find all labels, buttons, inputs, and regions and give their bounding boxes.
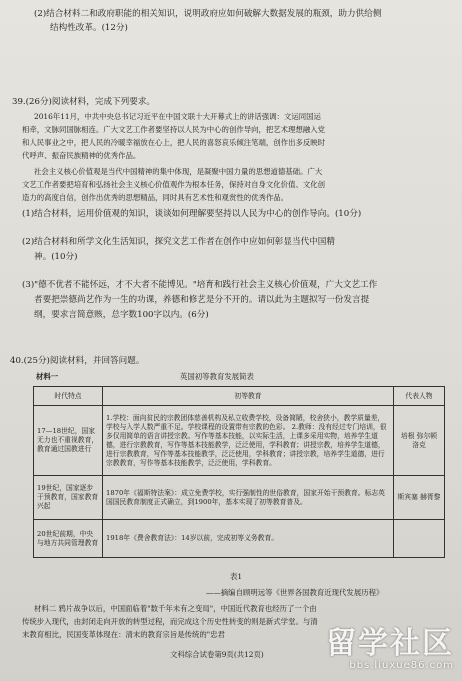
cell-edu [103, 406, 394, 476]
cell-era: 17—18世纪，国家无力也不重视教育，教育通过国教进行 [34, 406, 103, 476]
q39-sub3-line2: 者要把崇德尚艺作为一生的功课，养德和修艺是分不开的。请以此为主题拟写一份发言提 [34, 295, 370, 305]
table-source: ——摘编自顾明远等《世界各国教育近现代发展历程》 [206, 588, 384, 597]
table-row [34, 476, 445, 520]
q39-p1-line2: 相牵，文脉同国脉相连。广大文艺工作者要坚持以人民为中心的创作导向，把艺术理想融入党 [22, 125, 326, 134]
q38-item2-line2: 结构性改革。(12分) [50, 23, 128, 33]
col-header-edu: 初等教育 [103, 387, 394, 406]
education-table [33, 386, 445, 558]
watermark-brand: 留学社区 [326, 626, 454, 661]
q39-p1-line4: 代呼声、振奋民族精神的优秀作品。 [22, 151, 141, 160]
cell-era: 20世纪前期，中央与地方共同管理教育 [34, 520, 103, 558]
q39-header: 39.(26分)阅读材料，完成下列要求。 [12, 97, 156, 107]
q40-material2-line3: 末教育相比，民国变革体现在：清末的教育宗旨是传统的"忠君 [22, 630, 225, 639]
q39-p2-line3: 造力的高度自信，创作出优秀的思想精品，同时具有艺术性和观赏性的优秀作品。 [22, 193, 289, 202]
table-header-row [34, 387, 445, 406]
q39-p2-line1: 社会主义核心价值观是当代中国精神的集中体现，是凝聚中国力量的思想道德基础。广大 [34, 167, 323, 176]
q40-material2-line2: 传统步入现代，由封闭走向开放的转型过程，而完成这个历史性转变的则是新式学堂。与清 [22, 617, 318, 626]
q39-sub1: (1)结合材料，运用价值观的知识，谈谈如何理解要坚持以人民为中心的创作导向。(10分) [22, 209, 362, 219]
page-footer: 文科综合试卷第9页(共12页) [170, 650, 264, 659]
cell-era: 19世纪，国家逐步干预教育，国家教育兴起 [34, 476, 103, 520]
q40-table-title: 英国初等教育发展简表 [180, 372, 254, 381]
col-header-era: 时代特点 [34, 387, 103, 406]
q40-header: 40.(25分)阅读材料，并回答问题。 [10, 356, 145, 366]
table-row [34, 520, 445, 558]
q39-sub3-line1: (3)"德不优者不能怀远，才不大者不能博见。"培育和践行社会主义核心价值观，广大文艺工作 [22, 280, 378, 290]
q40-material2-line1: 材料二 鸦片战争以后，中国面临着"数千年未有之变局"，中国近代教育也经历了一个由 [34, 604, 317, 613]
col-header-rep: 代表人物 [394, 387, 445, 406]
cell-edu-text: 1.学校：面向贫民的宗教团体慈善机构及私立收费学校，设备简陋，校舍狭小，教学质量差，学校与入学人数严重不足。学校课程的设置带有宗教的色彩。 2.教师：没有经过专门培训，很多仅用简单的语言讲授宗教。写作等基本技能，以实际生活，上课多采用实物，培养学生道德，进行宗教教育，写作等基本技能教学，泛泛使用，学科教育；讲授宗教，培养学生道德，进行宗教教育，写作等基本技能教学，泛泛使用，学科教育；讲授宗教，培养学生道德，进行宗教教育，写作等基本技能教学，泛泛使用，学科教育。 [106, 413, 387, 467]
table-row [34, 406, 445, 476]
q39-sub2-line1: (2)结合材料和所学文化生活知识，探究文艺工作者在创作中应如何彰显当代中国精 [22, 237, 335, 247]
watermark-url: bbs.liuxue86.com [349, 660, 454, 671]
table-caption: 表1 [230, 572, 243, 581]
q39-p1-line1: 2016年11月，中共中央总书记习近平在中国文联十大开幕式上的讲话强调：文运同国运 [34, 112, 321, 121]
cell-edu: 1870年《福斯特法案》：成立免费学校，实行强制性的世俗教育，国家开始干预教育。标志英国国民教育制度正式确立，到1900年，基本实现了初等教育普及。 [103, 476, 394, 520]
q38-item2-line1: (2)结合材料二和政府职能的相关知识，说明政府应如何破解大数据发展的瓶颈，助力供给侧 [34, 9, 382, 19]
cell-edu: 1918年《费舍教育法》：14岁以前，完成初等义务教育。 [103, 520, 394, 558]
cell-rep: 斯宾塞 赫胥黎 [394, 476, 445, 520]
q40-material1-label: 材料一 [36, 372, 59, 381]
cell-rep [394, 520, 445, 558]
cell-rep: 培根 弥尔顿 洛克 [394, 406, 445, 476]
q39-p2-line2: 文艺工作者要把培育和弘扬社会主义核心价值观作为根本任务，保持对自身文化价值、文化创 [22, 180, 326, 189]
q39-sub2-line2: 神。(10分) [34, 252, 78, 262]
q39-p1-line3: 和人民事业之中，把人民的冷暖幸福放在心上，把人民的喜怒哀乐倾注笔端，创作出多反映时 [22, 138, 326, 147]
watermark-logo [326, 628, 454, 671]
q39-sub3-line3: 纲，要求言简意赅，总字数100字以内。(6分) [34, 310, 209, 320]
